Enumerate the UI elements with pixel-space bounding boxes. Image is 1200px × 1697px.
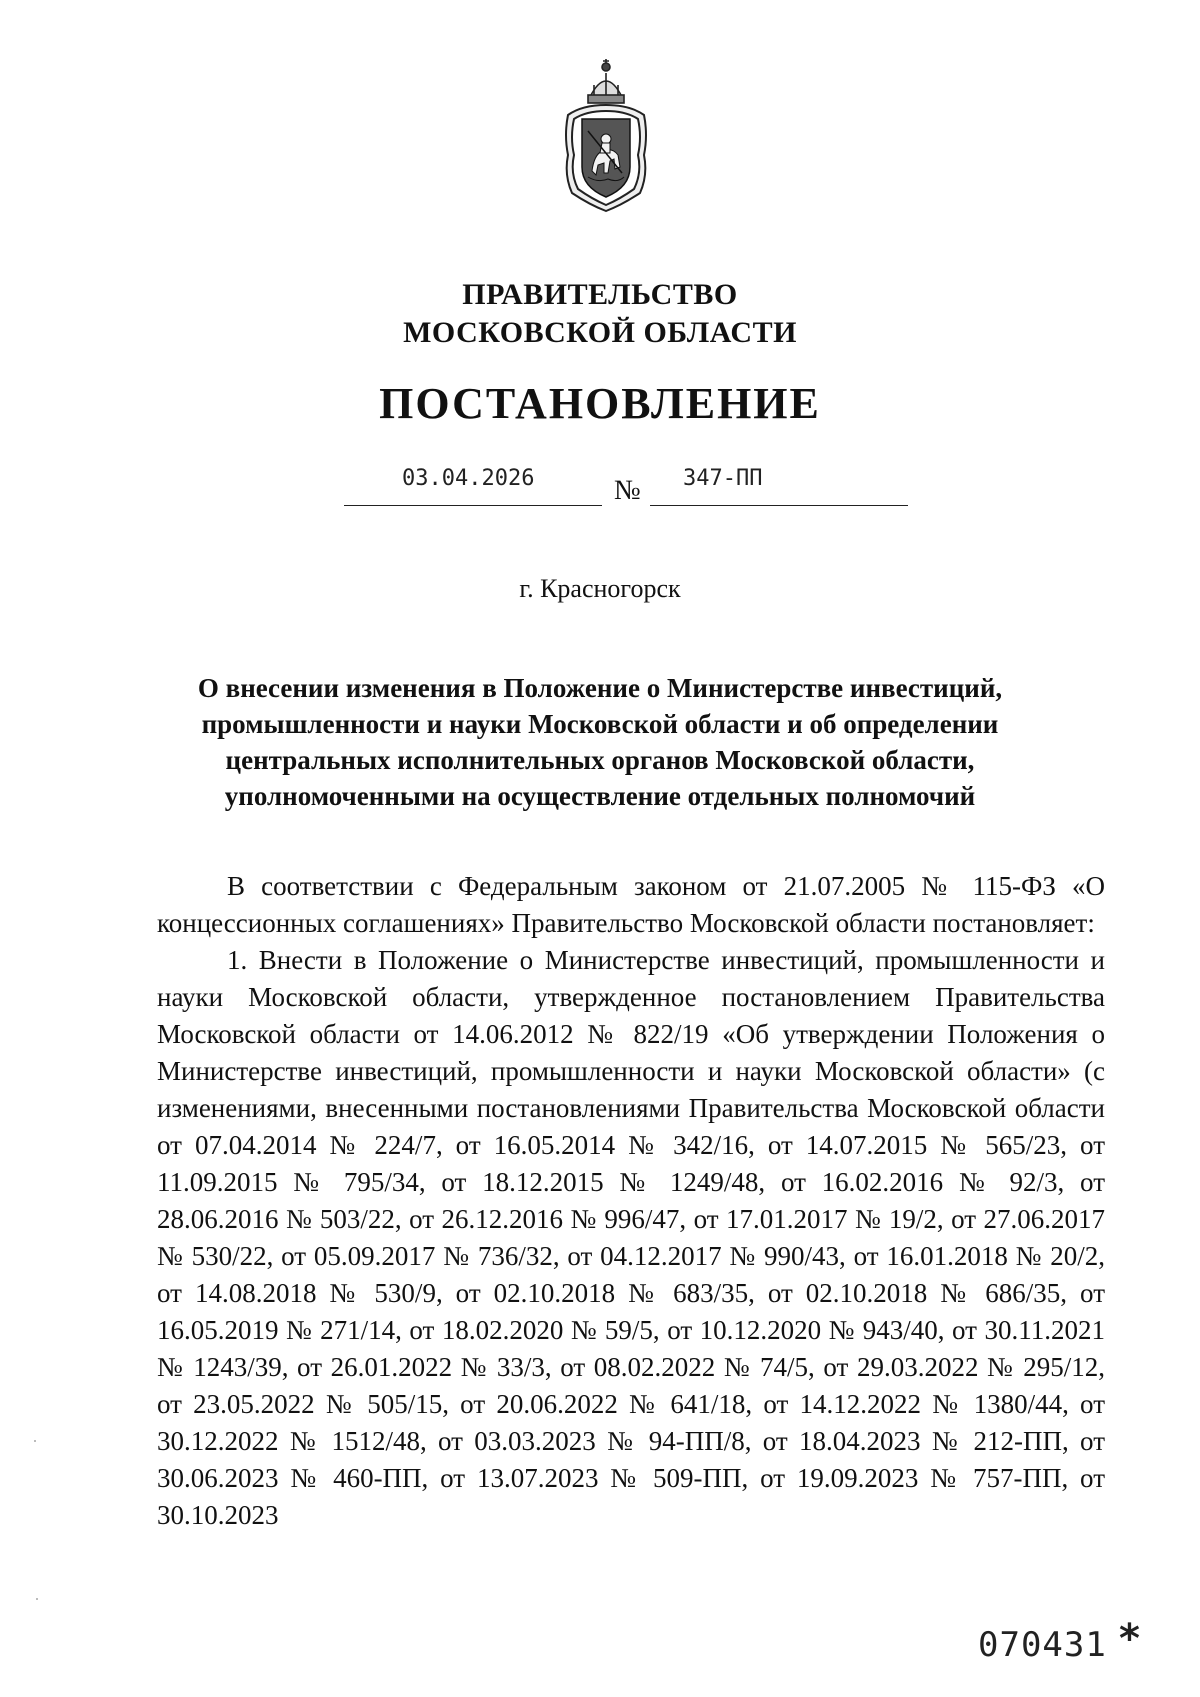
- document-date: 03.04.2026: [402, 466, 535, 491]
- document-number: 347-ПП: [683, 466, 763, 491]
- control-mark: *: [1119, 1616, 1140, 1662]
- number-sign: №: [614, 475, 641, 506]
- date-underline: [344, 505, 602, 506]
- item-1-paragraph: 1. Внести в Положение о Министерстве инвестиций, промышленности и науки Московской области, утвержденное постановлением Правительства Московской области от 14.06.2012 № 822/19 «Об утверждении Положения о Министерстве инвестиций, промышленности и науки Московской области» (с изменениями, внесенными постановлениями Правительства Московской области от 07.04.2014 № 224/7, от 16.05.2014 № 342/16, от 14.07.2015 № 565/23, от 11.09.2015 № 795/34, от 18.12.2015 № 1249/48, от 16.02.2016 № 92/3, от 28.06.2016 № 503/22, от 26.12.2016 № 996/47, от 17.01.2017 № 19/2, от 27.06.2017 № 530/22, от 05.09.2017 № 736/32, от 04.12.2017 № 990/43, от 16.01.2018 № 20/2, от 14.08.2018 № 530/9, от 02.10.2018 № 683/35, от 02.10.2018 № 686/35, от 16.05.2019 № 271/14, от 18.02.2020 № 59/5, от 10.12.2020 № 943/40, от 30.11.2021 № 1243/39, от 26.01.2022 № 33/3, от 08.02.2022 № 74/5, от 29.03.2022 № 295/12, от 23.05.2022 № 505/15, от 20.06.2022 № 641/18, от 14.12.2022 № 1380/44, от 30.12.2022 № 1512/48, от 03.03.2023 № 94-ПП/8, от 18.04.2023 № 212-ПП, от 30.06.2023 № 460-ПП, от 13.07.2023 № 509-ПП, от 19.09.2023 № 757-ПП, от 30.10.2023: [157, 945, 1105, 1530]
- scan-artifact: [34, 1440, 36, 1442]
- scan-artifact: [36, 1598, 38, 1600]
- city-of-issue: г. Красногорск: [519, 574, 681, 603]
- government-name-line1: ПРАВИТЕЛЬСТВО: [462, 278, 738, 311]
- document-type-title: ПОСТАНОВЛЕНИЕ: [379, 379, 821, 428]
- number-underline: [650, 505, 908, 506]
- document-subject-heading: О внесении изменения в Положение о Министерстве инвестиций, промышленности и науки Московской области и об определении центральных исполнительных органов Московской области, уполномоченными на осуществление отдельных полномочий: [197, 673, 1003, 811]
- preamble-paragraph: В соответствии с Федеральным законом от 21.07.2005 № 115-ФЗ «О концессионных соглашениях» Правительство Московской области постановляет:: [157, 871, 1105, 938]
- document-body: [157, 868, 1105, 1534]
- government-name-line2: МОСКОВСКОЙ ОБЛАСТИ: [403, 316, 797, 349]
- moscow-oblast-coat-of-arms-icon: [560, 55, 652, 215]
- document-control-number: 070431: [978, 1625, 1107, 1665]
